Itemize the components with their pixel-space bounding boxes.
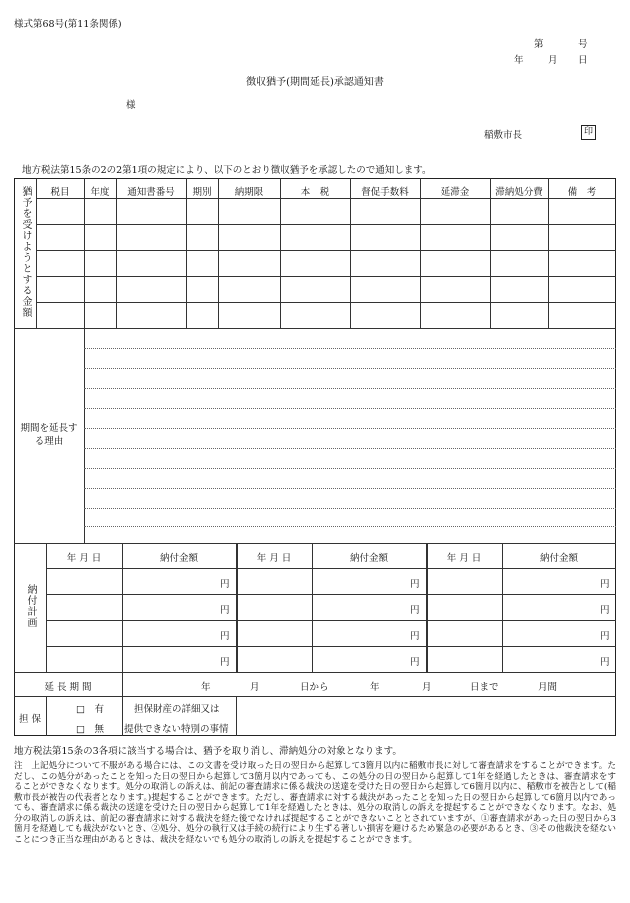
seal-mark: 印 (581, 125, 596, 140)
date-year: 年 (514, 55, 524, 66)
security-label: 担 保 (18, 714, 42, 725)
document-title: 徴収猶予(期間延長)承認通知書 (246, 77, 384, 88)
security-detail-line2: 提供できない特別の事情 (124, 724, 229, 735)
amount-side-label: 猶予を受けようとする金額 (20, 186, 31, 318)
yen-unit: 円 (410, 605, 420, 616)
extension-to-month: 月 (422, 682, 432, 693)
yen-unit: 円 (410, 631, 420, 642)
date-day: 日 (578, 55, 588, 66)
col-header-period: 期別 (192, 187, 212, 198)
col-header-principal-tax: 本 税 (300, 187, 330, 198)
yen-unit: 円 (600, 579, 610, 590)
appeal-note: 注 上記処分について不服がある場合には、この文書を受け取った日の翌日から起算して3箇月以内に稲敷市長に対して審査請求をすることができます。ただし、この処分があったことを知った日の翌日から起算して3箇月以内であっても、この処分の日の翌日から起算して1年を経過したときは、審査請求をすることができなくなります。処分の取消しの訴えは、前記の審査請求に係る裁決の送達を受けた日の翌日から起算して6箇月以内に、稲敷市を被告として(稲敷市長が被告の代表者となります。)提起することができます。ただし、審査請求に対する裁決があったことを知った日の翌日から起算して6箇月以内であっても、審査請求に係る裁決の送達を受けた日の翌日から起算して1年を経過したときは、処分の取消しの訴えを提起することができなくなります。なお、処分の取消しの訴えは、前記の審査請求に対する裁決を経た後でなければ提起することができないこととされていますが、①審査請求があった日の翌日から3箇月を経過しても裁決がないとき、②処分、処分の執行又は手続の続行により生ずる著しい損害を避けるため緊急の必要があるとき、③その他裁決を経ないことにつき正当な理由があるときは、裁決を経ないでも処分の取消しの訴えを提起することができます。 (14, 761, 616, 845)
col-header-dunning-fee: 督促手数料 (361, 187, 409, 198)
cancellation-notice: 地方税法第15条の3各項に該当する場合は、猶予を取り消し、滞納処分の対象となります。 (14, 746, 402, 757)
yen-unit: 円 (220, 605, 230, 616)
yen-unit: 円 (600, 605, 610, 616)
form-number: 様式第68号(第11条関係) (14, 19, 122, 30)
payment-plan-side-label: 納付計画 (25, 584, 36, 628)
addressee-suffix: 様 (126, 100, 136, 111)
plan-amount-header-1: 納付金額 (159, 553, 198, 564)
yen-unit: 円 (600, 631, 610, 642)
col-header-tax-item: 税目 (50, 187, 70, 198)
col-header-remarks: 備 考 (567, 187, 597, 198)
extension-to-year: 年 (370, 682, 380, 693)
plan-date-header-2: 年 月 日 (256, 553, 292, 564)
col-header-due-date: 納期限 (234, 187, 264, 198)
extension-period-label: 延 長 期 間 (44, 682, 92, 693)
yen-unit: 円 (410, 657, 420, 668)
col-header-disposition-cost: 滞納処分費 (495, 187, 543, 198)
col-header-year: 年度 (90, 187, 110, 198)
plan-date-header-1: 年 月 日 (66, 553, 102, 564)
issuer-name: 稲敷市長 (484, 130, 523, 141)
intro-text: 地方税法第15条の2の2第1項の規定により、以下のとおり徴収猶予を承認したので通知します。 (22, 165, 432, 176)
extension-from-month: 月 (250, 682, 260, 693)
doc-number-suffix: 号 (578, 39, 588, 50)
security-option-no[interactable]: □ 無 (76, 724, 104, 735)
security-option-yes[interactable]: □ 有 (76, 704, 104, 715)
reason-label: 期間を延長する理由 (20, 423, 78, 447)
plan-amount-header-3: 納付金額 (539, 553, 578, 564)
extension-months: 月間 (538, 682, 558, 693)
extension-from-year: 年 (201, 682, 211, 693)
form-frame (14, 178, 616, 736)
yen-unit: 円 (410, 579, 420, 590)
yen-unit: 円 (220, 657, 230, 668)
yen-unit: 円 (600, 657, 610, 668)
yen-unit: 円 (220, 631, 230, 642)
extension-from-day: 日から (300, 682, 329, 693)
plan-date-header-3: 年 月 日 (446, 553, 482, 564)
plan-amount-header-2: 納付金額 (349, 553, 388, 564)
extension-to-day: 日まで (470, 682, 499, 693)
yen-unit: 円 (220, 579, 230, 590)
date-month: 月 (548, 55, 558, 66)
col-header-notice-number: 通知書番号 (127, 187, 175, 198)
doc-number-prefix: 第 (534, 39, 544, 50)
security-detail-line1: 担保財産の詳細又は (134, 704, 220, 715)
col-header-delinquency-charge: 延滞金 (440, 187, 470, 198)
